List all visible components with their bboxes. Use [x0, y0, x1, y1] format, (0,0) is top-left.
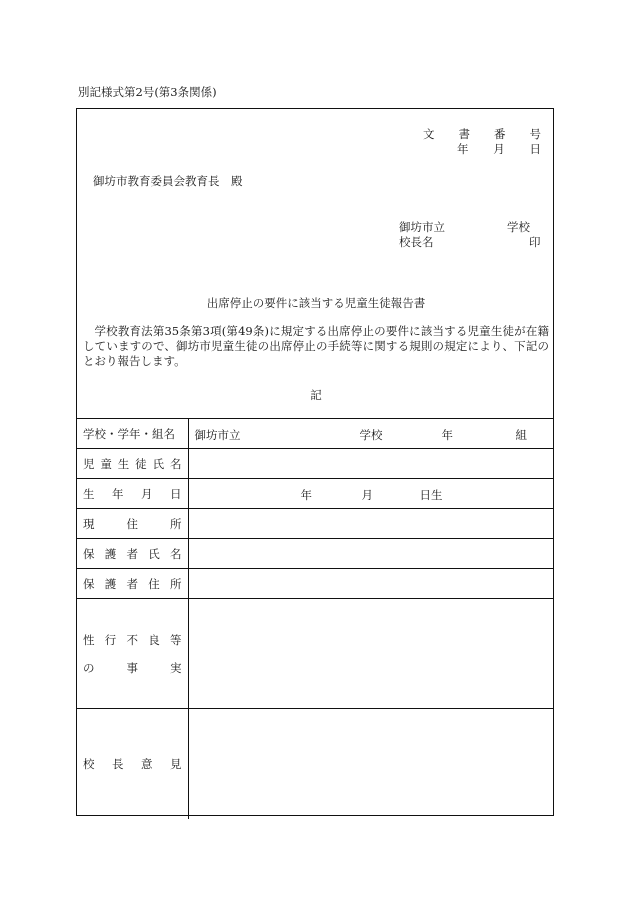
misconduct-facts-field[interactable] — [188, 599, 553, 709]
guardian-name-label: 保 護 者 氏 名 — [77, 539, 188, 569]
address-field[interactable] — [188, 509, 553, 539]
report-body: 学校教育法第35条第3項(第49条)に規定する出席停止の要件に該当する児童生徒が在籍していますので、御坊市児童生徒の出席停止の手続等に関する規則の規定により、下記のとおり報告します。 — [83, 324, 549, 368]
birthdate-label: 生 年 月 日 — [77, 479, 188, 509]
form-caption: 別記様式第2号(第3条関係) — [78, 85, 217, 99]
sender-school-suffix: 学校 — [507, 220, 530, 234]
principal-opinion-field[interactable] — [188, 709, 553, 819]
addressee: 御坊市教育委員会教育長 殿 — [93, 174, 243, 188]
table-row — [77, 539, 553, 569]
table-row — [77, 569, 553, 599]
principal-name-label: 校長名 — [399, 235, 434, 249]
student-name-field[interactable] — [188, 449, 553, 479]
principal-opinion-label: 校 長 意 見 — [77, 709, 188, 819]
birthdate-field[interactable]: 年 月 日生 — [188, 479, 553, 509]
table-row — [77, 419, 553, 449]
ki-marker: 記 — [310, 388, 322, 402]
student-name-label: 児 童 生 徒 氏 名 — [77, 449, 188, 479]
guardian-address-label: 保 護 者 住 所 — [77, 569, 188, 599]
guardian-address-field[interactable] — [188, 569, 553, 599]
sender-school-prefix: 御坊市立 — [399, 220, 445, 234]
seal-mark: 印 — [529, 235, 541, 249]
form-title: 出席停止の要件に該当する児童生徒報告書 — [206, 296, 426, 310]
document-date: 年 月 日 — [457, 142, 541, 156]
report-form — [76, 108, 554, 816]
document-number: 文 書 番 号 — [423, 127, 541, 141]
details-table — [77, 418, 553, 819]
table-row — [77, 509, 553, 539]
table-row — [77, 479, 553, 509]
address-label: 現 住 所 — [77, 509, 188, 539]
school-grade-class-field[interactable]: 御坊市立 学校 年 組 — [188, 419, 553, 449]
table-row — [77, 599, 553, 709]
table-row — [77, 449, 553, 479]
misconduct-facts-label: 性 行 不 良 等 の 事 実 — [77, 599, 188, 709]
school-grade-class-label: 学校・学年・組名 — [77, 419, 188, 449]
table-row — [77, 709, 553, 819]
guardian-name-field[interactable] — [188, 539, 553, 569]
